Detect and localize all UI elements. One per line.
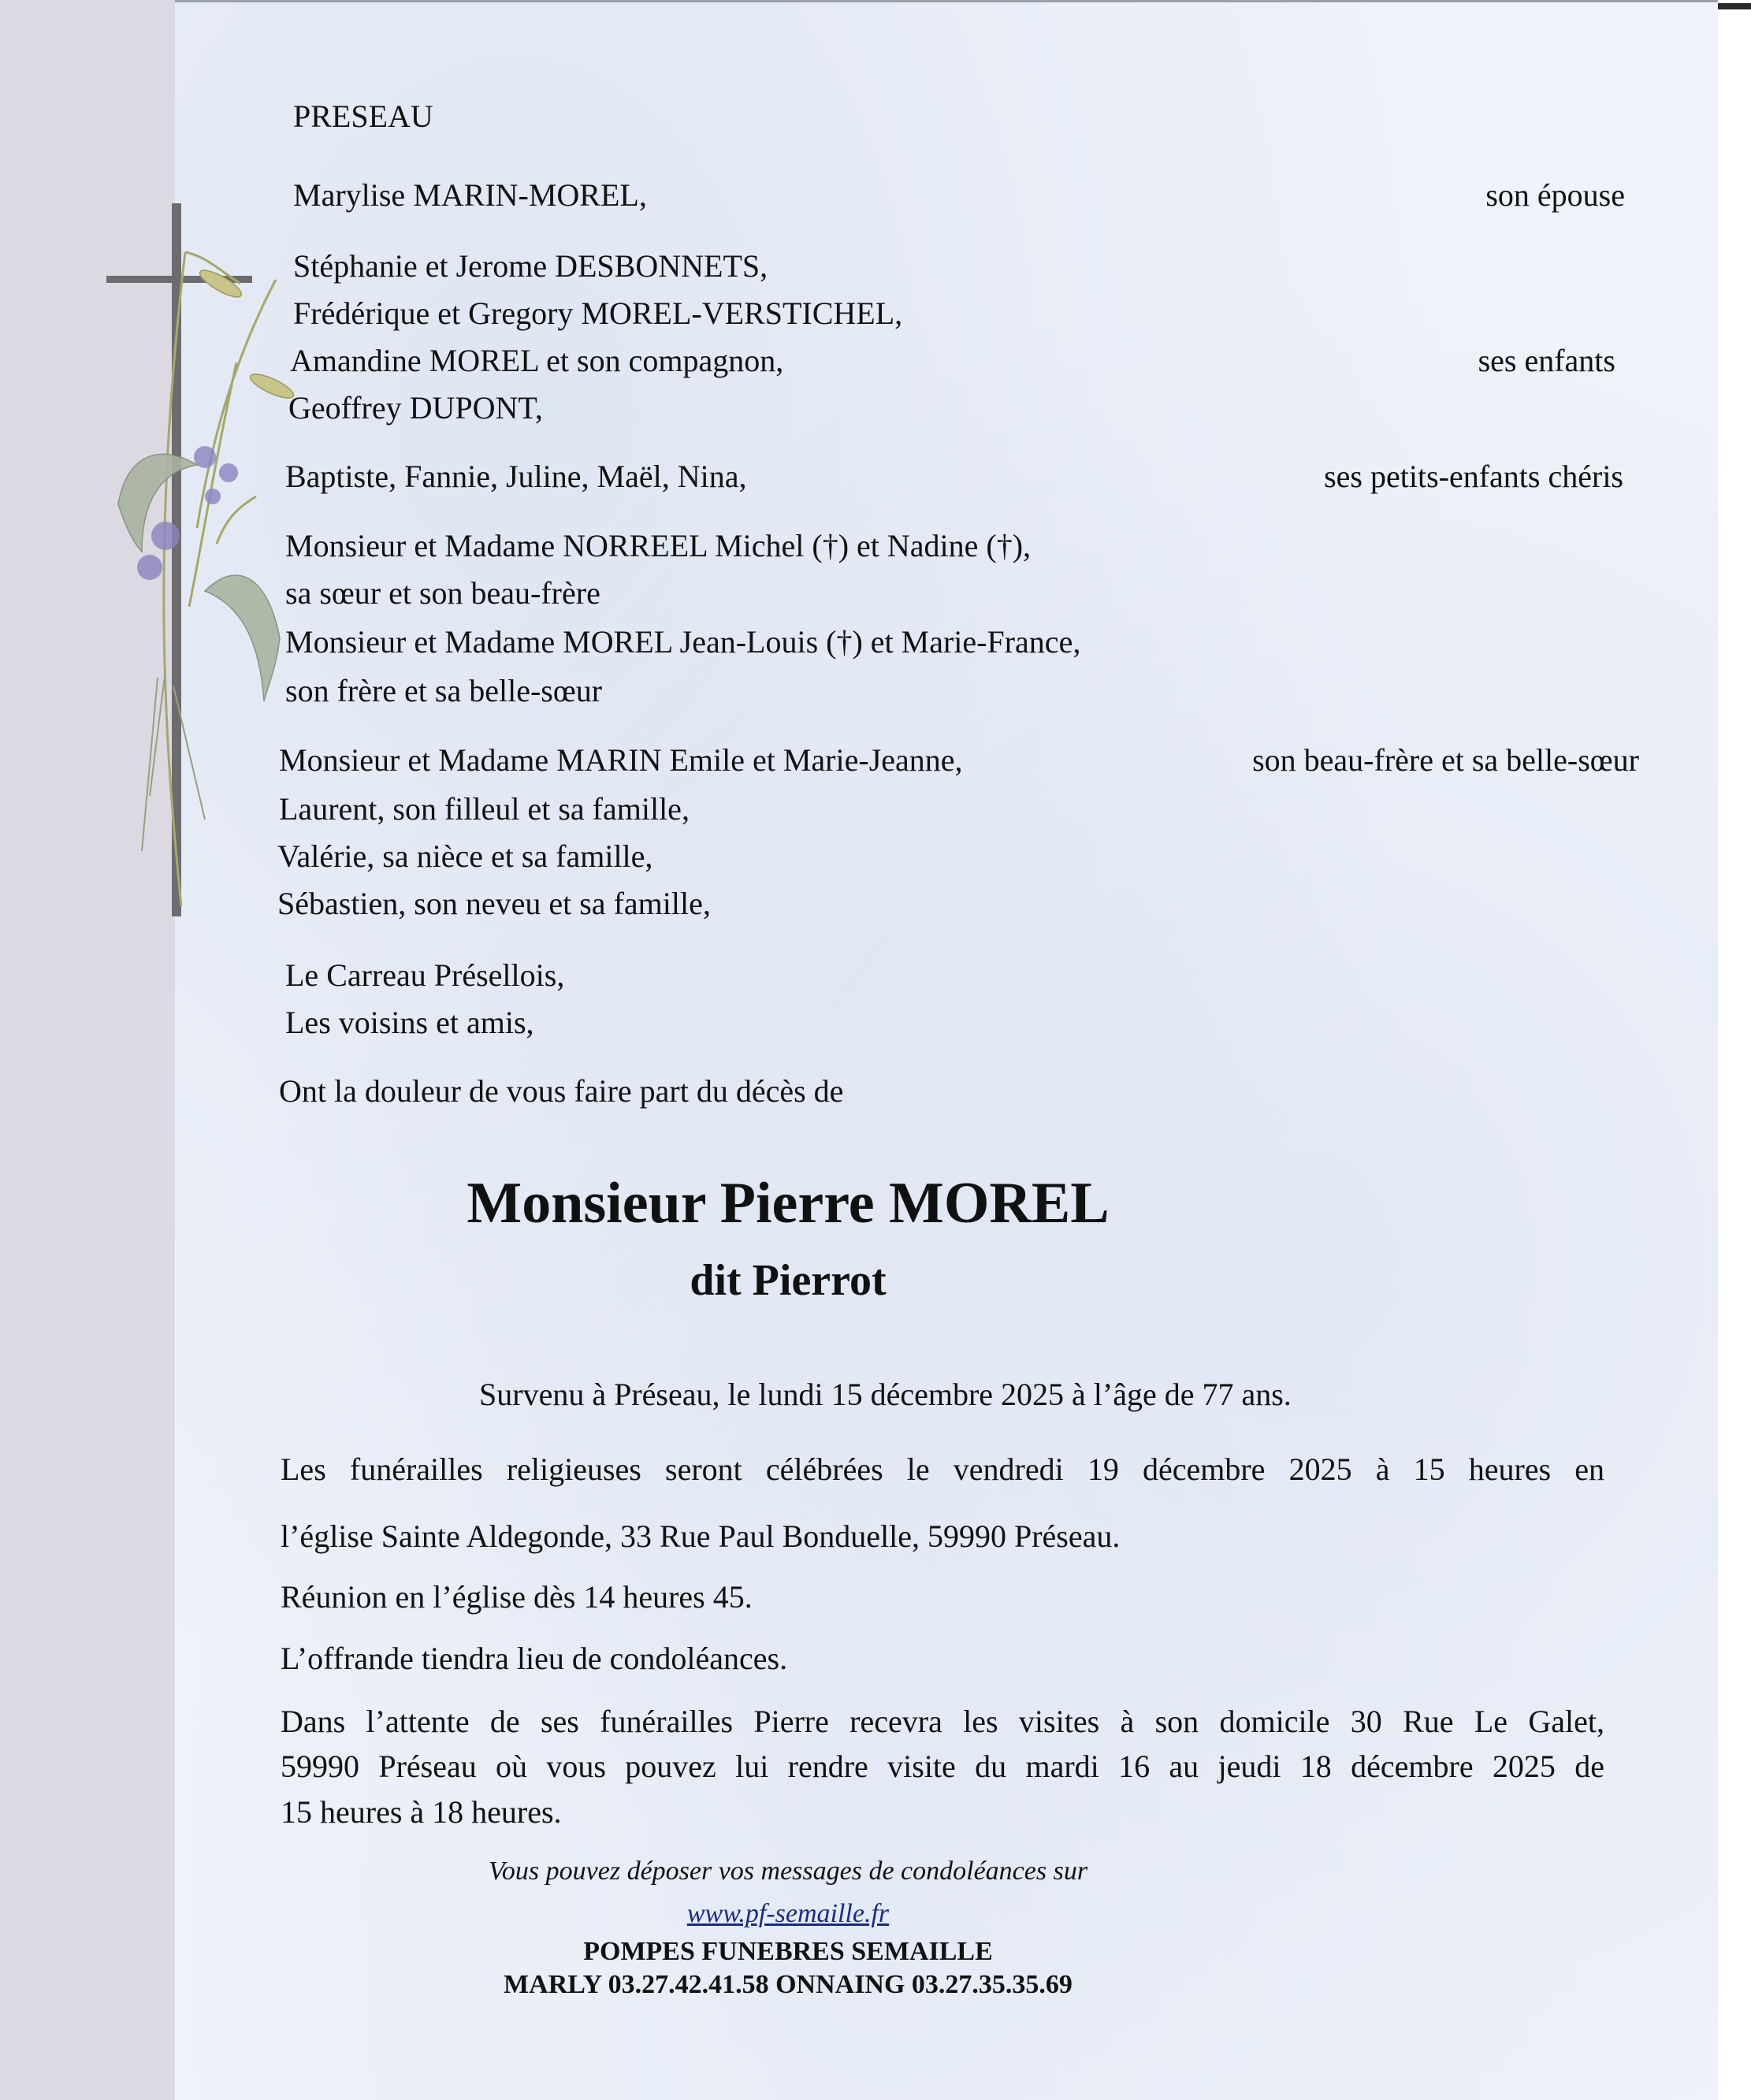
family-line: Valérie, sa nièce et sa famille, <box>277 838 653 874</box>
family-line: Sébastien, son neveu et sa famille, <box>277 886 711 921</box>
family-line: sa sœur et son beau-frère <box>285 575 600 611</box>
visits-line-1: Dans l’attente de ses funérailles Pierre recevra les visites à son domicile 30 Rue Le Galet, <box>281 1704 1604 1739</box>
website-link[interactable]: www.pf-semaille.fr <box>686 1899 890 1928</box>
deceased-name: Monsieur Pierre MOREL <box>467 1171 1110 1236</box>
relation-label: ses petits-enfants chéris <box>1324 459 1623 494</box>
scan-margin <box>1718 0 1751 2100</box>
announcement-text: Ont la douleur de vous faire part du décès de <box>279 1073 844 1109</box>
family-line: Stéphanie et Jerome DESBONNETS, <box>293 248 768 284</box>
family-line: Monsieur et Madame NORREEL Michel (†) et Nadine (†), <box>285 528 1032 563</box>
relation-label: son épouse <box>1485 177 1625 213</box>
family-line: Monsieur et Madame MARIN Emile et Marie-Jeanne, <box>279 742 963 778</box>
family-line: Les voisins et amis, <box>285 1005 534 1040</box>
funeral-company-phones: MARLY 03.27.42.41.58 ONNAING 03.27.35.35.69 <box>504 1970 1073 1999</box>
funeral-line-1: Les funérailles religieuses seront célébrées le vendredi 19 décembre 2025 à 15 heures en <box>281 1451 1604 1487</box>
relation-label: son beau-frère et sa belle-sœur <box>1252 742 1639 778</box>
paper-top-edge <box>0 0 1718 2</box>
family-line: Amandine MOREL et son compagnon, <box>290 343 784 378</box>
relation-label: ses enfants <box>1478 343 1615 378</box>
family-line: Geoffrey DUPONT, <box>288 390 543 426</box>
visits-line-3: 15 heures à 18 heures. <box>281 1794 562 1830</box>
family-line: Frédérique et Gregory MOREL-VERSTICHEL, <box>293 295 903 331</box>
family-line: son frère et sa belle-sœur <box>285 673 603 708</box>
family-line: Le Carreau Présellois, <box>285 957 565 993</box>
funeral-line-2: l’église Sainte Aldegonde, 33 Rue Paul Bonduelle, 59990 Préseau. <box>281 1518 1121 1554</box>
family-line: Baptiste, Fannie, Juline, Maël, Nina, <box>285 459 747 494</box>
family-line: Monsieur et Madame MOREL Jean-Louis (†) et Marie-France, <box>285 624 1081 660</box>
family-line: Laurent, son filleul et sa famille, <box>279 791 690 827</box>
family-line: Marylise MARIN-MOREL, <box>293 177 647 213</box>
town-header: PRESEAU <box>293 98 433 134</box>
condolences-text: Vous pouvez déposer vos messages de condoléances sur <box>488 1857 1088 1886</box>
deceased-nickname: dit Pierrot <box>690 1256 887 1305</box>
meeting-info: Réunion en l’église dès 14 heures 45. <box>281 1579 753 1615</box>
death-info: Survenu à Préseau, le lundi 15 décembre 2025 à l’âge de 77 ans. <box>479 1377 1292 1412</box>
funeral-company-name: POMPES FUNEBRES SEMAILLE <box>583 1937 993 1966</box>
offering-info: L’offrande tiendra lieu de condoléances. <box>281 1641 788 1676</box>
visits-line-2: 59990 Préseau où vous pouvez lui rendre visite du mardi 16 au jeudi 18 décembre 2025 de <box>281 1749 1604 1784</box>
scan-corner-mark <box>1718 3 1751 9</box>
